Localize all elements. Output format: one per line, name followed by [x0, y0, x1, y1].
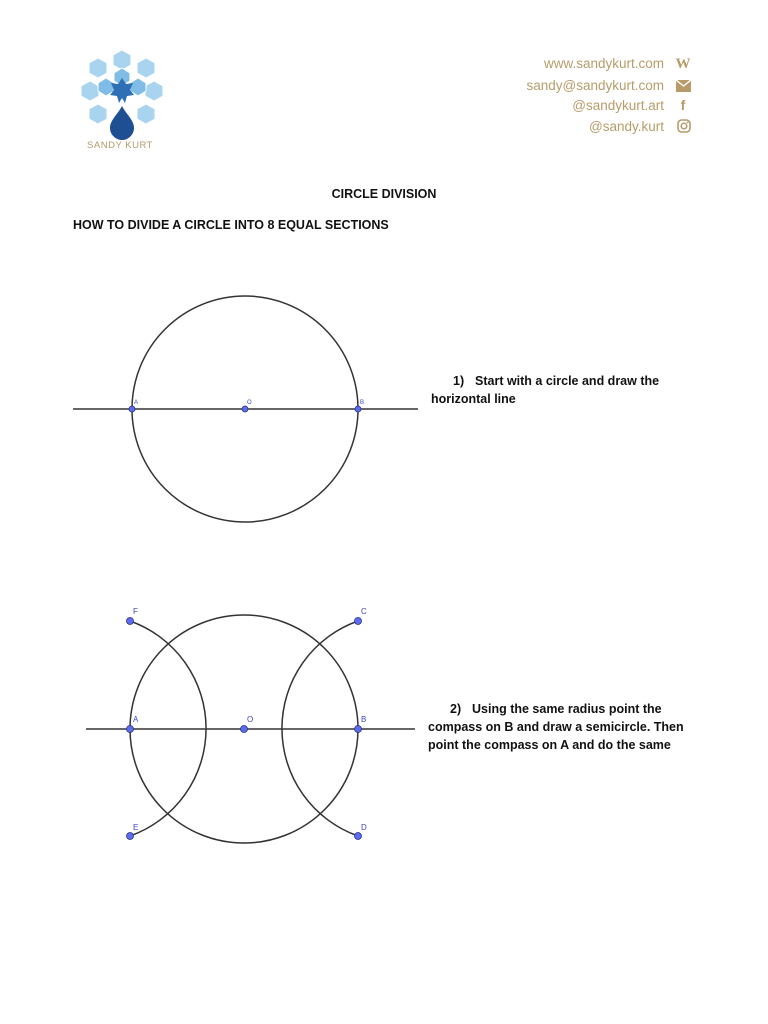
point-label-e: E: [133, 823, 139, 832]
page-title: CIRCLE DIVISION: [331, 187, 437, 201]
step-1-text: [431, 372, 659, 408]
envelope-icon: [676, 80, 691, 92]
step-2-line-3: point the compass on A and do the same: [428, 738, 671, 752]
figure-1-circle-diagram: [0, 290, 430, 530]
figure-2-circle-diagram: [0, 600, 430, 850]
point-o: [242, 406, 248, 412]
page-subtitle: HOW TO DIVIDE A CIRCLE INTO 8 EQUAL SECTIONS: [73, 218, 389, 232]
website-link[interactable]: www.sandykurt.com: [543, 56, 664, 71]
point-label-a: A: [133, 715, 139, 724]
step-2-line-1: Using the same radius point the: [472, 702, 662, 716]
point-a: [129, 406, 135, 412]
instagram-link[interactable]: @sandy.kurt: [589, 119, 664, 134]
point-f: [127, 618, 134, 625]
brand-name: SANDY KURT: [87, 140, 153, 151]
point-a: [127, 726, 134, 733]
facebook-icon: f: [680, 97, 686, 113]
point-label-d: D: [361, 823, 367, 832]
point-label-b: B: [360, 400, 365, 406]
step-1-line-1: Start with a circle and draw the: [475, 374, 660, 388]
step-2-line-2: compass on B and draw a semicircle. Then: [428, 720, 684, 734]
point-o: [241, 726, 248, 733]
point-e: [127, 833, 134, 840]
point-label-a: A: [134, 400, 139, 406]
point-label-f: F: [133, 607, 138, 616]
facebook-link[interactable]: @sandykurt.art: [572, 98, 664, 113]
step-1-number: 1): [453, 374, 465, 388]
point-label-o: O: [247, 400, 252, 406]
instagram-icon: [677, 119, 691, 133]
w-letter-icon: W: [675, 55, 691, 72]
step-2-text: [428, 700, 684, 754]
step-1-line-2: horizontal line: [431, 392, 516, 406]
step-2-number: 2): [450, 702, 462, 716]
point-b: [355, 406, 361, 412]
point-c: [355, 618, 362, 625]
point-b: [355, 726, 362, 733]
point-label-o: O: [247, 715, 254, 724]
point-label-b: B: [361, 715, 367, 724]
email-link[interactable]: sandy@sandykurt.com: [526, 78, 664, 93]
point-label-c: C: [361, 607, 367, 616]
point-d: [355, 833, 362, 840]
